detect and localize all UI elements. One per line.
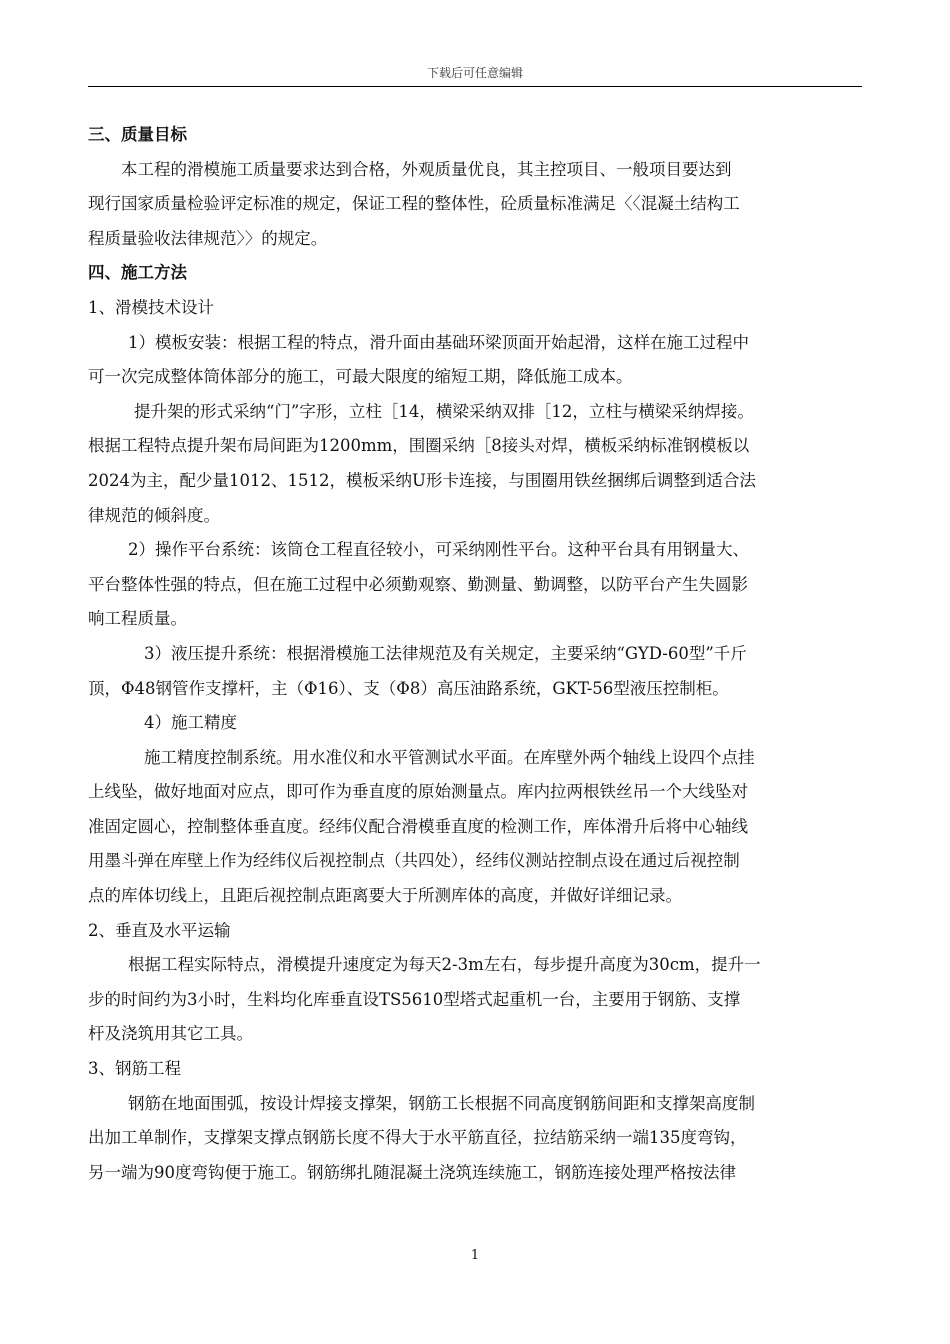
text-line: 另一端为90度弯钩便于施工。钢筋绑扎随混凝土浇筑连续施工，钢筋连接处理严格按法律 (88, 1162, 736, 1182)
document-body (88, 118, 862, 1190)
text-line: 2024为主，配少量1012、1512，模板采纳U形卡连接，与围圈用铁丝捆绑后调整到适合法 (88, 470, 756, 490)
text-line: 根据工程实际特点，滑模提升速度定为每天2-3m左右，每步提升高度为30cm，提升一 (128, 955, 761, 975)
text-line: 顶，Φ48钢管作支撑杆，主（Φ16）、支（Φ8）高压油路系统，GKT-56型液压控制柜。 (88, 678, 729, 698)
text-line: 3、钢筋工程 (88, 1059, 181, 1079)
section-heading: 三、质量目标 (88, 125, 187, 144)
text-line: 本工程的滑模施工质量要求达到合格，外观质量优良，其主控项目、一般项目要达到 (121, 159, 732, 179)
page-number: 1 (470, 1248, 480, 1263)
text-line: 响工程质量。 (88, 609, 187, 629)
section-heading: 四、施工方法 (88, 263, 187, 283)
text-line: 程质量验收法律规范〉〉的规定。 (88, 228, 328, 248)
text-line: 现行国家质量检验评定标准的规定，保证工程的整体性，砼质量标准满足〈〈混凝土结构工 (88, 194, 740, 214)
text-line: 2、垂直及水平运输 (88, 920, 231, 940)
text-line: 施工精度控制系统。用水准仪和水平管测试水平面。在库壁外两个轴线上设四个点挂 (144, 747, 755, 767)
text-line: 上线坠，做好地面对应点，即可作为垂直度的原始测量点。库内拉两根铁丝吊一个大线坠对 (88, 782, 748, 802)
text-line: 杆及浇筑用其它工具。 (88, 1024, 253, 1044)
text-line: 4）施工精度 (144, 713, 237, 733)
text-line: 根据工程特点提升架布局间距为1200mm，围圈采纳［8接头对焊，横板采纳标准钢模板以 (88, 436, 750, 456)
text-line: 准固定圆心，控制整体垂直度。经纬仪配合滑模垂直度的检测工作，库体滑升后将中心轴线 (88, 816, 748, 836)
text-line: 步的时间约为3小时，生料均化库垂直设TS5610型塔式起重机一台，主要用于钢筋、支撑 (88, 989, 741, 1009)
text-line: 点的库体切线上，且距后视控制点距离要大于所测库体的高度，并做好详细记录。 (88, 886, 682, 906)
text-line: 1）模板安装：根据工程的特点，滑升面由基础环梁顶面开始起滑，这样在施工过程中 (128, 332, 749, 352)
text-line: 提升架的形式采纳“门”字形，立柱［14，横梁采纳双排［12，立柱与横梁采纳焊接。 (134, 401, 754, 421)
text-line: 用墨斗弹在库壁上作为经纬仪后视控制点（共四处），经纬仪测站控制点设在通过后视控制 (88, 851, 740, 871)
text-line: 1、滑模技术设计 (88, 297, 214, 317)
text-line: 平台整体性强的特点，但在施工过程中必须勤观察、勤测量、勤调整，以防平台产生失圆影 (88, 574, 748, 594)
text-line: 2）操作平台系统：该筒仓工程直径较小，可采纳刚性平台。这种平台具有用钢量大、 (128, 540, 749, 560)
text-line: 钢筋在地面围弧，按设计焊接支撑架，钢筋工长根据不同高度钢筋间距和支撑架高度制 (128, 1093, 755, 1113)
header-rule (88, 86, 862, 87)
text-line: 可一次完成整体筒体部分的施工，可最大限度的缩短工期，降低施工成本。 (88, 367, 633, 387)
text-line: 律规范的倾斜度。 (88, 505, 220, 525)
text-line: 3）液压提升系统：根据滑模施工法律规范及有关规定，主要采纳“GYD-60型”千斤 (144, 643, 747, 663)
page-header: 下载后可任意编辑 (426, 66, 523, 80)
text-line: 出加工单制作，支撑架支撑点钢筋长度不得大于水平筋直径，拉结筋采纳一端135度弯钩， (88, 1128, 747, 1148)
